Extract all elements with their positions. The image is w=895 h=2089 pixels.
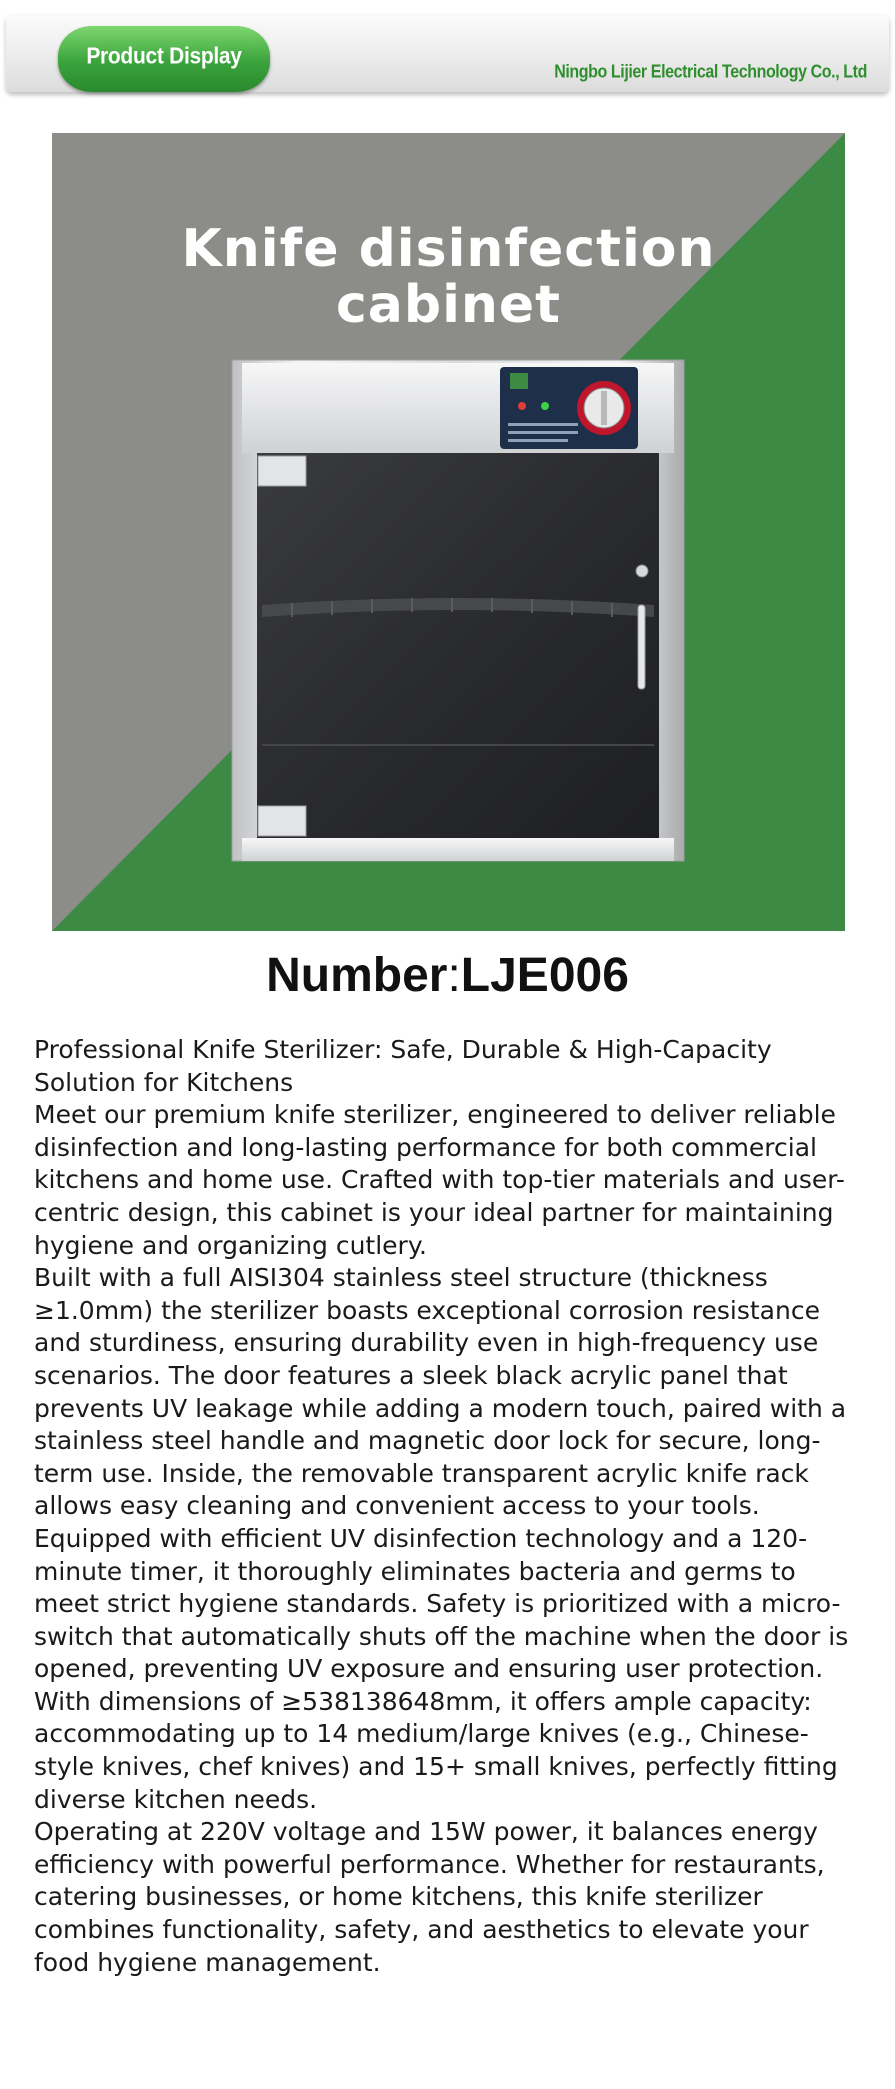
timer-knob-grip — [601, 391, 607, 425]
control-panel-text — [508, 431, 578, 434]
description-heading: Professional Knife Sterilizer: Safe, Durable & High-Capacity Solution for Kitchens — [34, 1035, 772, 1097]
model-number-label: Number — [266, 949, 448, 1002]
product-display-tab[interactable] — [58, 26, 270, 92]
door-handle — [638, 605, 645, 689]
description-paragraph: Built with a full AISI304 stainless steel structure (thickness ≥1.0mm) the sterilizer boasts exceptional corrosion resistance and sturdiness, ensuring durability even in high-frequency use scenarios. The door features a sleek black acrylic panel that prevents UV leakage while adding a modern touch, paired with a stainless steel handle and magnetic door lock for secure, long-term use. Inside, the removable transparent acrylic knife rack allows easy cleaning and convenient access to your tools. — [34, 1263, 847, 1521]
control-panel-text — [508, 423, 578, 426]
header-bar — [6, 14, 889, 92]
description-paragraph: Meet our premium knife sterilizer, engineered to deliver reliable disinfection and long-lasting performance for both commercial kitchens and home use. Crafted with top-tier materials and user-centric design, this cabinet is your ideal partner for maintaining hygiene and organizing cutlery. — [34, 1100, 845, 1260]
hinge-top — [258, 456, 306, 486]
hero-title — [52, 221, 845, 333]
product-image — [52, 133, 845, 931]
hero-title-line1: Knife disinfection — [181, 219, 716, 279]
door-lock — [636, 565, 648, 577]
glass-door — [257, 453, 659, 838]
indicator-red — [518, 402, 526, 410]
product-display-tab-label: Product Display — [86, 43, 242, 70]
description-paragraph: Equipped with efficient UV disinfection technology and a 120-minute timer, it thoroughly eliminates bacteria and germs to meet strict hygiene standards. Safety is prioritized with a micro-switch that automatically shuts off the machine when the door is opened, preventing UV exposure and ensuring user protection. With dimensions of ≥538138648mm, it offers ample capacity: accommodating up to 14 medium/large knives (e.g., Chinese-style knives, chef knives) and 15+ small knives, perfectly fitting diverse kitchen needs. — [34, 1523, 849, 1814]
model-number — [0, 948, 895, 1003]
indicator-green — [541, 402, 549, 410]
hero-title-line2: cabinet — [335, 275, 562, 335]
hinge-bottom — [258, 806, 306, 836]
control-panel-text — [508, 439, 568, 442]
description-paragraph: Operating at 220V voltage and 15W power, it balances energy efficiency with powerful performance. Whether for restaurants, catering businesses, or home kitchens, this knife sterilizer combines functionality, safety, and aesthetics to elevate your food hygiene management. — [34, 1817, 825, 1977]
control-panel-logo — [510, 373, 528, 389]
model-number-separator: : — [447, 949, 461, 1002]
product-description — [34, 1034, 864, 1979]
model-number-value: LJE006 — [460, 949, 629, 1002]
company-name: Ningbo Lijier Electrical Technology Co., Ltd — [554, 62, 867, 83]
cabinet-base — [242, 838, 674, 861]
